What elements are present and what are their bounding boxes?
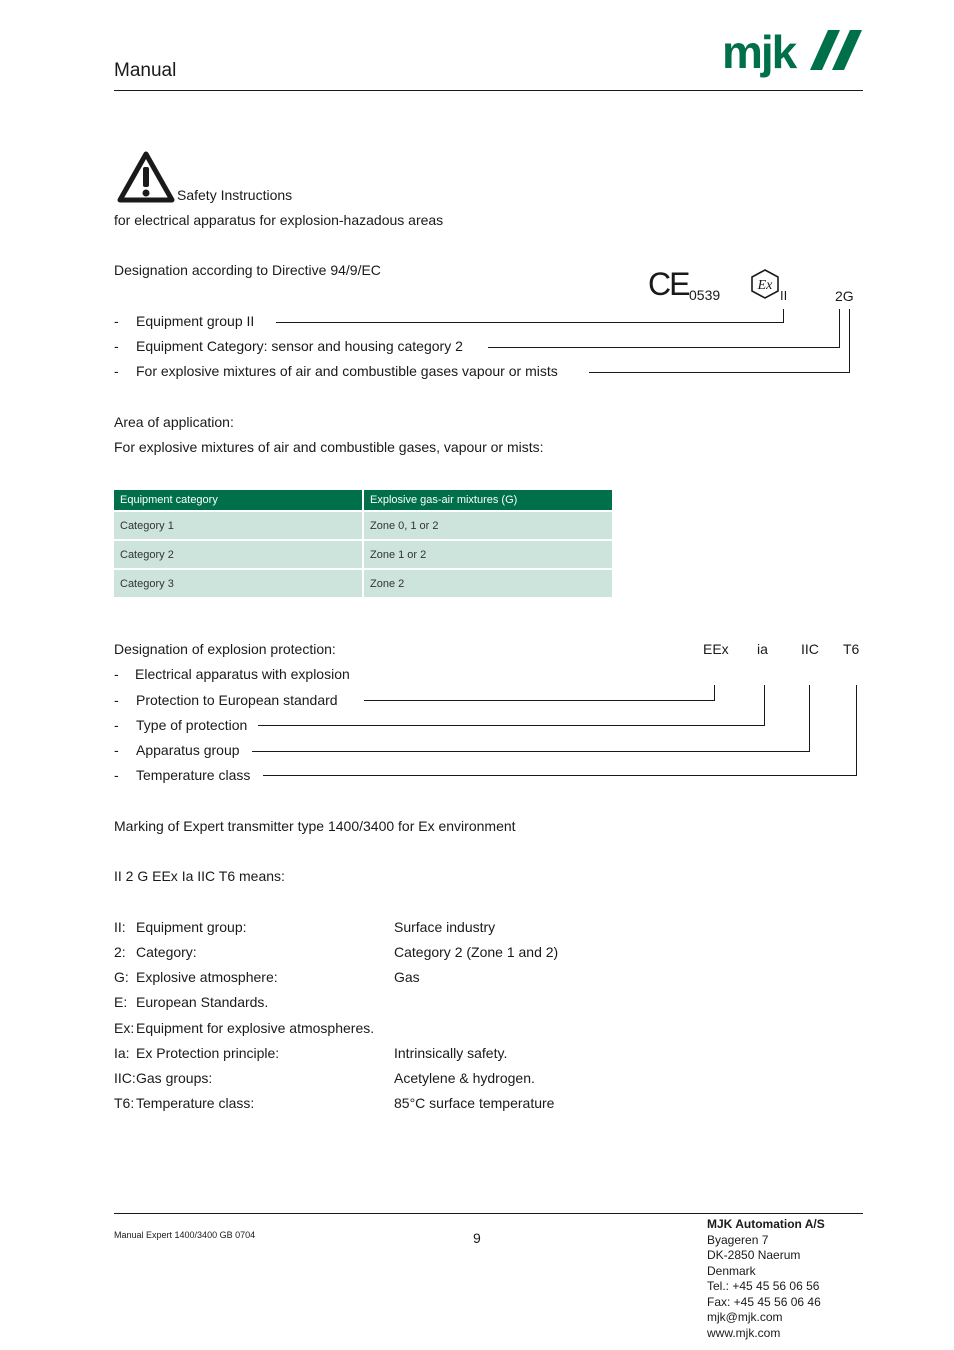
ce-mark: CE	[648, 266, 689, 302]
marking-label: Explosive atmosphere:	[136, 969, 278, 985]
marking-label: Category:	[136, 944, 197, 960]
connector-line	[839, 309, 840, 348]
fax-line: Fax: +45 45 56 06 46	[707, 1294, 821, 1309]
marking-value: Intrinsically safety.	[394, 1045, 508, 1061]
connector-line	[276, 322, 784, 323]
protection-heading: Designation of explosion protection:	[114, 641, 336, 657]
connector-line	[589, 372, 850, 373]
protection-code: ia	[757, 641, 768, 657]
ex-hexagon-icon	[749, 268, 781, 300]
marking-code: IIC:	[114, 1070, 136, 1086]
marking-label: Gas groups:	[136, 1070, 213, 1086]
marking-value: Acetylene & hydrogen.	[394, 1070, 535, 1086]
marking-label: Equipment for explosive atmospheres.	[136, 1020, 375, 1036]
connector-line	[364, 700, 715, 701]
table-row	[114, 540, 612, 569]
marking-code: G:	[114, 969, 129, 985]
designation-item: Equipment Category: sensor and housing category 2	[136, 338, 463, 354]
protection-item: Apparatus group	[136, 742, 240, 758]
protection-item: Temperature class	[136, 767, 251, 783]
connector-line	[764, 685, 765, 726]
connector-line	[263, 775, 857, 776]
marking-code: 2:	[114, 944, 126, 960]
marking-heading: Marking of Expert transmitter type 1400/3400 for Ex environment	[114, 818, 516, 834]
connector-line	[488, 347, 839, 348]
mjk-logo	[722, 26, 864, 82]
marking-label: Temperature class:	[136, 1095, 255, 1111]
footer-rule	[114, 1213, 863, 1214]
table-cell: Category 3	[114, 569, 363, 597]
marking-code: T6:	[114, 1095, 135, 1111]
phone-line: Tel.: +45 45 56 06 56	[707, 1279, 820, 1293]
protection-item: Protection to European standard	[136, 692, 338, 708]
marking-value: Category 2 (Zone 1 and 2)	[394, 944, 559, 960]
safety-subtitle: for electrical apparatus for explosion-hazadous areas	[114, 212, 444, 228]
table-row	[114, 511, 612, 540]
protection-code: EEx	[703, 641, 729, 657]
table-cell: Category 2	[114, 540, 363, 569]
header-rule	[114, 90, 863, 91]
address-line: DK-2850 Naerum	[707, 1248, 801, 1262]
marking-value: Gas	[394, 969, 420, 985]
connector-line	[783, 309, 784, 323]
connector-line	[714, 685, 715, 701]
email-link[interactable]: mjk@mjk.com	[707, 1310, 783, 1324]
designation-item: For explosive mixtures of air and combustible gases vapour or mists	[136, 363, 558, 379]
marking-label: European Standards.	[136, 994, 269, 1010]
protection-code: T6	[843, 641, 860, 657]
marking-code: Ex:	[114, 1020, 135, 1036]
marking-code: II:	[114, 919, 126, 935]
category-code: 2G	[835, 288, 854, 304]
table-header: Explosive gas-air mixtures (G)	[363, 490, 612, 511]
designation-item: Equipment group II	[136, 313, 255, 329]
designation-heading: Designation according to Directive 94/9/EC	[114, 262, 381, 278]
table-cell: Zone 1 or 2	[363, 540, 612, 569]
ex-symbol-text: Ex	[757, 278, 773, 293]
logo-text: mjk	[722, 26, 796, 78]
page-title: Manual	[114, 60, 177, 81]
marking-value: Surface industry	[394, 919, 496, 935]
table-cell: Zone 2	[363, 569, 612, 597]
ce-number: 0539	[689, 287, 721, 303]
table-cell: Zone 0, 1 or 2	[363, 511, 612, 540]
marking-code: E:	[114, 994, 128, 1010]
table-cell: Category 1	[114, 511, 363, 540]
marking-code: Ia:	[114, 1045, 130, 1061]
company-address	[707, 1217, 825, 1341]
warning-icon	[116, 150, 176, 204]
connector-line	[849, 309, 850, 373]
marking-label: Ex Protection principle:	[136, 1045, 280, 1061]
marking-label: Equipment group:	[136, 919, 247, 935]
company-name: MJK Automation A/S	[707, 1217, 825, 1231]
marking-intro: II 2 G EEx Ia IIC T6 means:	[114, 868, 285, 884]
application-text: For explosive mixtures of air and combustible gases, vapour or mists:	[114, 439, 544, 455]
website-link[interactable]: www.mjk.com	[707, 1325, 781, 1340]
table-row	[114, 569, 612, 597]
table-header: Equipment category	[114, 490, 363, 511]
connector-line	[809, 685, 810, 752]
address-line: Byageren 7	[707, 1232, 769, 1247]
marking-value: 85°C surface temperature	[394, 1095, 555, 1111]
connector-line	[258, 725, 765, 726]
category-table	[114, 490, 612, 597]
address-line: Denmark	[707, 1263, 756, 1278]
doc-reference: Manual Expert 1400/3400 GB 0704	[114, 1230, 256, 1240]
protection-item: Electrical apparatus with explosion	[135, 666, 350, 682]
protection-code: IIC	[801, 641, 819, 657]
group-code: II	[780, 288, 788, 303]
connector-line	[252, 751, 810, 752]
connector-line	[856, 685, 857, 776]
protection-item: Type of protection	[136, 717, 248, 733]
application-heading: Area of application:	[114, 414, 234, 430]
page-number: 9	[473, 1230, 481, 1246]
safety-title: Safety Instructions	[177, 187, 293, 203]
